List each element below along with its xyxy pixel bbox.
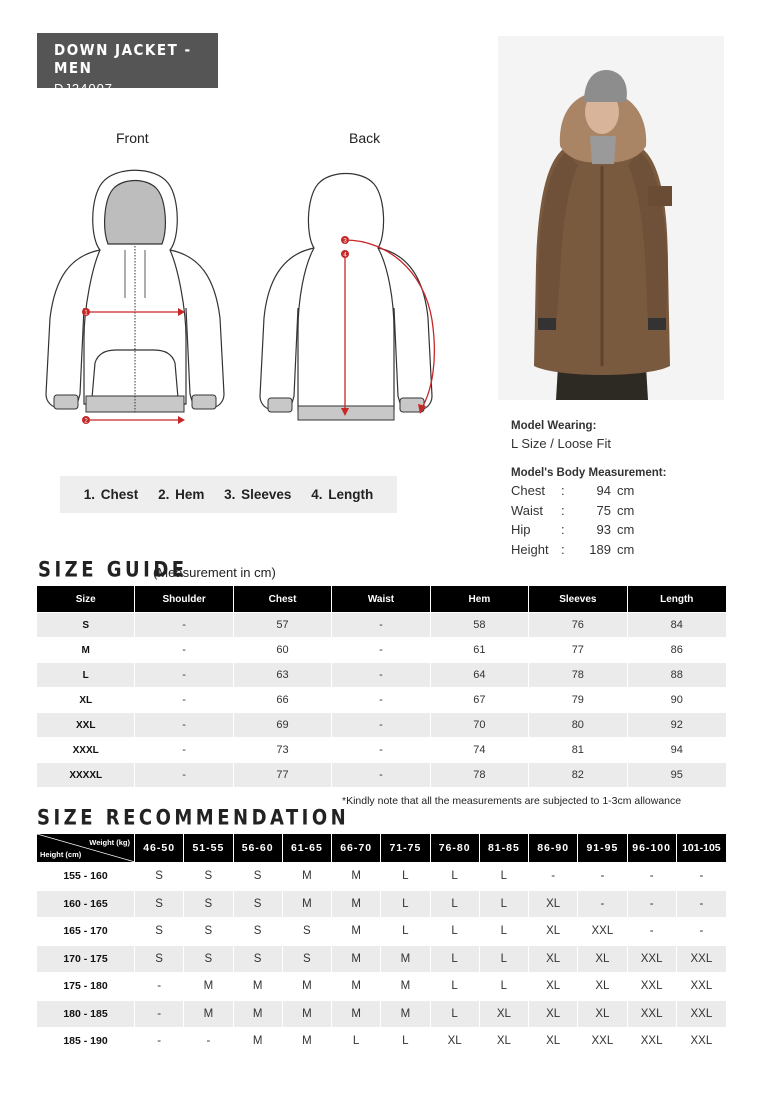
- recommended-size-cell: -: [677, 890, 726, 918]
- weight-column-header: 66-70: [332, 834, 381, 862]
- recommended-size-cell: XL: [578, 1000, 627, 1028]
- weight-column-header: 86-90: [529, 834, 578, 862]
- measurement-label: Waist: [511, 502, 544, 518]
- recommended-size-cell: M: [184, 972, 233, 1000]
- measurement-cell: 74: [431, 737, 529, 762]
- weight-column-header: 51-55: [184, 834, 233, 862]
- recommended-size-cell: -: [677, 917, 726, 945]
- recommended-size-cell: L: [480, 917, 529, 945]
- recommended-size-cell: XL: [480, 1027, 529, 1055]
- measurement-cell: 77: [234, 762, 332, 787]
- product-title-box: [37, 33, 218, 96]
- recommended-size-cell: S: [135, 862, 184, 890]
- size-guide-body: [37, 612, 726, 787]
- recommended-size-cell: S: [135, 890, 184, 918]
- recommended-size-cell: XL: [529, 945, 578, 973]
- measurement-cell: 80: [529, 712, 627, 737]
- measurement-cell: -: [332, 712, 430, 737]
- height-cell: 160 - 165: [37, 890, 135, 918]
- measurement-cell: 94: [628, 737, 726, 762]
- recommendation-body: [37, 862, 726, 1055]
- recommended-size-cell: XXL: [628, 972, 677, 1000]
- weight-column-header: 56-60: [234, 834, 283, 862]
- measurement-cell: -: [332, 612, 430, 637]
- recommended-size-cell: L: [480, 972, 529, 1000]
- recommended-size-cell: L: [431, 917, 480, 945]
- body-measurement-heading: Model's Body Measurement:: [511, 467, 667, 479]
- measurement-cell: 57: [234, 612, 332, 637]
- recommended-size-cell: L: [431, 945, 480, 973]
- column-header: Hem: [431, 586, 529, 612]
- table-row: [37, 945, 726, 973]
- weight-column-header: 81-85: [480, 834, 529, 862]
- front-jacket-sketch: [40, 158, 230, 430]
- recommended-size-cell: S: [184, 917, 233, 945]
- table-row: [37, 1000, 726, 1028]
- table-row: [37, 762, 726, 787]
- recommended-size-cell: L: [332, 1027, 381, 1055]
- recommended-size-cell: L: [431, 972, 480, 1000]
- recommended-size-cell: -: [135, 972, 184, 1000]
- table-row: [37, 687, 726, 712]
- measurement-cell: 69: [234, 712, 332, 737]
- recommended-size-cell: XL: [529, 1027, 578, 1055]
- measurement-row-waist: Waist : 75 cm: [511, 503, 731, 523]
- table-row: [37, 1027, 726, 1055]
- measurement-cell: -: [135, 737, 233, 762]
- measurement-unit: cm: [617, 541, 635, 557]
- recommended-size-cell: M: [283, 972, 332, 1000]
- measurement-cell: -: [332, 662, 430, 687]
- measurement-value: 189: [589, 541, 611, 557]
- recommended-size-cell: M: [381, 945, 430, 973]
- measurement-cell: 86: [628, 637, 726, 662]
- weight-axis-label: Weight (kg): [89, 838, 130, 847]
- size-cell: M: [37, 637, 135, 662]
- measurement-legend: [60, 476, 397, 513]
- recommended-size-cell: -: [135, 1000, 184, 1028]
- recommended-size-cell: -: [578, 890, 627, 918]
- legend-sleeves: 3. Sleeves: [224, 487, 292, 502]
- height-cell: 165 - 170: [37, 917, 135, 945]
- recommended-size-cell: L: [480, 945, 529, 973]
- column-header: Sleeves: [529, 586, 627, 612]
- recommended-size-cell: XL: [578, 945, 627, 973]
- recommended-size-cell: L: [381, 862, 430, 890]
- measurement-cell: 78: [431, 762, 529, 787]
- product-code: DJ24007: [54, 81, 114, 96]
- back-jacket-sketch: [256, 170, 446, 425]
- measurement-cell: -: [135, 612, 233, 637]
- measurement-cell: 61: [431, 637, 529, 662]
- height-cell: 175 - 180: [37, 972, 135, 1000]
- column-header: Waist: [332, 586, 430, 612]
- size-cell: S: [37, 612, 135, 637]
- table-row: [37, 662, 726, 687]
- recommended-size-cell: M: [184, 1000, 233, 1028]
- height-cell: 180 - 185: [37, 1000, 135, 1028]
- table-row: [37, 862, 726, 890]
- column-header: Shoulder: [135, 586, 233, 612]
- recommended-size-cell: M: [381, 972, 430, 1000]
- recommended-size-cell: L: [431, 1000, 480, 1028]
- recommended-size-cell: M: [234, 972, 283, 1000]
- recommended-size-cell: S: [234, 917, 283, 945]
- size-guide-table: [37, 586, 726, 787]
- recommended-size-cell: -: [677, 862, 726, 890]
- size-guide-header-row: [37, 586, 726, 612]
- svg-text:2: 2: [84, 418, 88, 425]
- recommended-size-cell: XL: [578, 972, 627, 1000]
- recommended-size-cell: XL: [529, 917, 578, 945]
- measurement-cell: 79: [529, 687, 627, 712]
- table-row: [37, 972, 726, 1000]
- recommended-size-cell: -: [135, 1027, 184, 1055]
- recommendation-header-row: [37, 834, 726, 862]
- recommended-size-cell: -: [628, 917, 677, 945]
- table-row: [37, 712, 726, 737]
- measurement-value: 75: [596, 502, 611, 518]
- column-header: Length: [628, 586, 726, 612]
- weight-column-header: 76-80: [431, 834, 480, 862]
- recommended-size-cell: M: [332, 890, 381, 918]
- size-recommendation-title: SIZE RECOMMENDATION: [37, 804, 350, 830]
- recommended-size-cell: M: [283, 890, 332, 918]
- recommended-size-cell: XXL: [677, 1000, 726, 1028]
- measurement-cell: -: [332, 737, 430, 762]
- recommended-size-cell: S: [283, 945, 332, 973]
- measurement-cell: -: [332, 762, 430, 787]
- recommended-size-cell: M: [381, 1000, 430, 1028]
- table-row: [37, 637, 726, 662]
- measurement-cell: -: [135, 762, 233, 787]
- legend-hem: 2. Hem: [158, 487, 205, 502]
- recommended-size-cell: S: [234, 862, 283, 890]
- measurement-cell: 90: [628, 687, 726, 712]
- recommended-size-cell: M: [332, 917, 381, 945]
- recommended-size-cell: M: [283, 862, 332, 890]
- recommended-size-cell: XXL: [628, 945, 677, 973]
- recommended-size-cell: -: [529, 862, 578, 890]
- recommended-size-cell: XXL: [628, 1027, 677, 1055]
- measurement-label: Chest: [511, 483, 545, 498]
- recommended-size-cell: S: [184, 862, 233, 890]
- height-axis-label: Height (cm): [40, 850, 82, 859]
- recommended-size-cell: XXL: [578, 917, 627, 945]
- model-illustration: [498, 36, 724, 400]
- size-cell: XXXXL: [37, 762, 135, 787]
- measurement-cell: 77: [529, 637, 627, 662]
- recommended-size-cell: L: [480, 862, 529, 890]
- front-view-label: Front: [116, 130, 149, 146]
- measurement-cell: -: [135, 662, 233, 687]
- model-photo: [498, 36, 724, 400]
- measurement-row-height: Height : 189 cm: [511, 542, 731, 562]
- weight-column-header: 46-50: [135, 834, 184, 862]
- recommended-size-cell: L: [381, 917, 430, 945]
- recommended-size-cell: XXL: [677, 972, 726, 1000]
- weight-column-header: 71-75: [381, 834, 430, 862]
- measurement-unit: cm: [617, 502, 635, 518]
- recommended-size-cell: XL: [529, 890, 578, 918]
- recommended-size-cell: L: [381, 890, 430, 918]
- recommended-size-cell: XL: [529, 972, 578, 1000]
- svg-text:4: 4: [343, 252, 347, 259]
- recommended-size-cell: S: [184, 945, 233, 973]
- measurement-unit: cm: [617, 483, 635, 498]
- measurement-value: 93: [596, 522, 611, 537]
- back-view-label: Back: [349, 130, 381, 146]
- recommended-size-cell: S: [184, 890, 233, 918]
- measurement-label: Hip: [511, 522, 531, 537]
- svg-text:1: 1: [84, 310, 88, 317]
- weight-column-header: 91-95: [578, 834, 627, 862]
- measurement-cell: 78: [529, 662, 627, 687]
- measurement-cell: 64: [431, 662, 529, 687]
- recommended-size-cell: L: [431, 890, 480, 918]
- height-cell: 155 - 160: [37, 862, 135, 890]
- size-recommendation-table: [37, 834, 726, 1055]
- size-cell: L: [37, 662, 135, 687]
- size-cell: XXL: [37, 712, 135, 737]
- recommended-size-cell: -: [628, 862, 677, 890]
- weight-column-header: 96-100: [628, 834, 677, 862]
- legend-length: 4. Length: [311, 487, 374, 502]
- recommended-size-cell: S: [234, 945, 283, 973]
- measurement-cell: 95: [628, 762, 726, 787]
- measurement-cell: 66: [234, 687, 332, 712]
- recommended-size-cell: L: [431, 862, 480, 890]
- recommended-size-cell: S: [135, 945, 184, 973]
- measurement-cell: 60: [234, 637, 332, 662]
- model-wearing-value: L Size / Loose Fit: [511, 436, 611, 451]
- recommended-size-cell: M: [332, 945, 381, 973]
- size-cell: XL: [37, 687, 135, 712]
- height-cell: 185 - 190: [37, 1027, 135, 1055]
- table-row: [37, 890, 726, 918]
- measurement-cell: 63: [234, 662, 332, 687]
- recommended-size-cell: XXL: [677, 945, 726, 973]
- recommended-size-cell: M: [332, 862, 381, 890]
- recommended-size-cell: S: [283, 917, 332, 945]
- recommended-size-cell: XL: [480, 1000, 529, 1028]
- measurement-row-chest: Chest : 94 cm: [511, 483, 731, 503]
- recommended-size-cell: XXL: [628, 1000, 677, 1028]
- measurement-value: 94: [596, 483, 611, 498]
- weight-column-header: 101-105: [677, 834, 726, 862]
- size-guide-subtitle: (Measurement in cm): [153, 565, 276, 580]
- measurement-row-hip: Hip : 93 cm: [511, 522, 731, 542]
- measurement-cell: 76: [529, 612, 627, 637]
- measurement-cell: 73: [234, 737, 332, 762]
- measurement-label: Height: [511, 541, 549, 557]
- recommended-size-cell: L: [480, 890, 529, 918]
- table-row: [37, 917, 726, 945]
- recommended-size-cell: L: [381, 1027, 430, 1055]
- recommended-size-cell: XL: [431, 1027, 480, 1055]
- measurement-cell: 84: [628, 612, 726, 637]
- measurement-cell: -: [332, 637, 430, 662]
- column-header: Size: [37, 586, 135, 612]
- measurement-cell: -: [135, 687, 233, 712]
- recommended-size-cell: -: [184, 1027, 233, 1055]
- product-title: DOWN JACKET - MEN: [54, 41, 192, 77]
- model-wearing-heading: Model Wearing:: [511, 420, 597, 432]
- table-row: [37, 737, 726, 762]
- measurement-cell: 88: [628, 662, 726, 687]
- measurement-cell: 82: [529, 762, 627, 787]
- measurement-cell: -: [135, 637, 233, 662]
- table-row: [37, 612, 726, 637]
- recommended-size-cell: S: [234, 890, 283, 918]
- height-cell: 170 - 175: [37, 945, 135, 973]
- allowance-note: *Kindly note that all the measurements are subjected to 1-3cm allowance: [342, 795, 682, 807]
- size-cell: XXXL: [37, 737, 135, 762]
- recommended-size-cell: XXL: [677, 1027, 726, 1055]
- recommended-size-cell: XL: [529, 1000, 578, 1028]
- legend-chest: 1. Chest: [83, 487, 139, 502]
- recommended-size-cell: M: [283, 1027, 332, 1055]
- model-info: [511, 420, 731, 561]
- recommended-size-cell: -: [578, 862, 627, 890]
- measurement-cell: 81: [529, 737, 627, 762]
- measurement-unit: cm: [617, 522, 635, 537]
- recommended-size-cell: -: [628, 890, 677, 918]
- corner-header: [37, 834, 135, 862]
- svg-text:3: 3: [343, 238, 347, 245]
- measurement-cell: 92: [628, 712, 726, 737]
- measurement-cell: -: [135, 712, 233, 737]
- measurement-cell: -: [332, 687, 430, 712]
- recommended-size-cell: M: [234, 1000, 283, 1028]
- recommended-size-cell: M: [234, 1027, 283, 1055]
- recommended-size-cell: M: [332, 1000, 381, 1028]
- recommended-size-cell: M: [283, 1000, 332, 1028]
- measurement-cell: 70: [431, 712, 529, 737]
- size-guide-title: SIZE GUIDE: [38, 556, 188, 582]
- measurement-cell: 58: [431, 612, 529, 637]
- recommended-size-cell: M: [332, 972, 381, 1000]
- recommended-size-cell: S: [135, 917, 184, 945]
- recommended-size-cell: XXL: [578, 1027, 627, 1055]
- measurement-cell: 67: [431, 687, 529, 712]
- weight-column-header: 61-65: [283, 834, 332, 862]
- column-header: Chest: [234, 586, 332, 612]
